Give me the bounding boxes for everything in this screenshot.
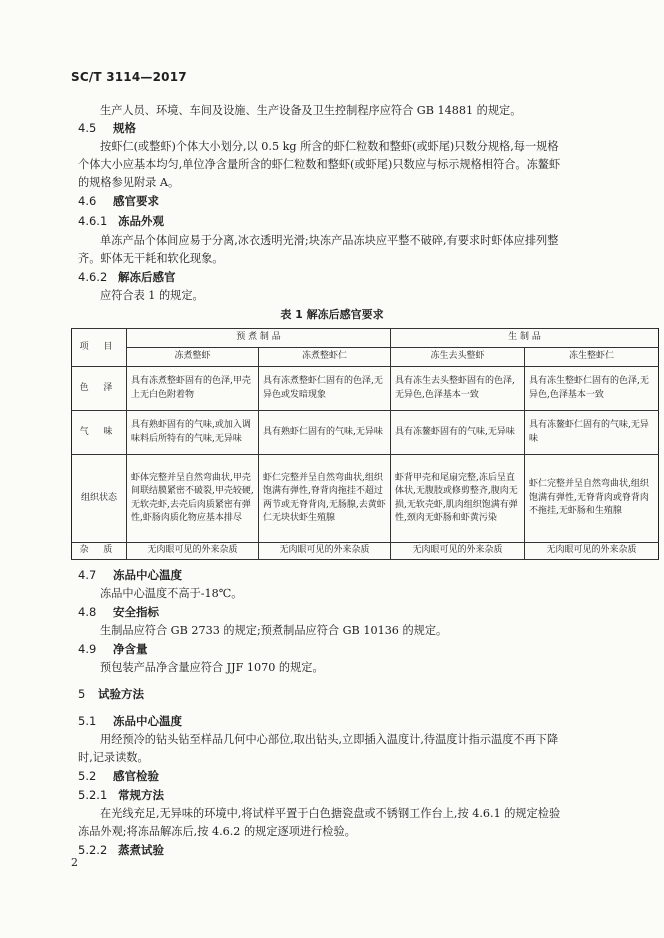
subheader-cell: 冻煮整虾仁 — [259, 348, 391, 367]
section-number: 4.6 — [78, 194, 97, 208]
table-cell: 无肉眼可见的外来杂质 — [259, 543, 391, 560]
section-number: 5 — [78, 687, 86, 701]
section-title: 感官检验 — [113, 769, 159, 783]
section-title: 解冻后感官 — [118, 270, 176, 284]
section-4-6-heading — [78, 193, 159, 209]
table-cell: 虾体完整并呈自然弯曲状,甲壳间联结膜紧密不破裂,甲壳较硬,无软壳虾,去壳后肉质紧密有弹性,虾肠肉质化物应基本排尽 — [127, 455, 259, 543]
table-cell: 无肉眼可见的外来杂质 — [391, 543, 525, 560]
paragraph-line: 用经预冷的钻头钻至样品几何中心部位,取出钻头,立即插入温度计,待温度计指示温度不再下降 — [100, 733, 559, 746]
section-number: 4.6.2 — [78, 270, 108, 284]
section-5-2-heading — [78, 768, 159, 784]
table-header-row — [72, 329, 659, 348]
section-5-2-2-heading — [78, 842, 164, 858]
table-cell: 具有冻鳌虾仁固有的气味,无异味 — [525, 411, 659, 455]
paragraph-line: 按虾仁(或整虾)个体大小划分,以 0.5 kg 所含的虾仁粒数和整虾(或虾尾)只数分规格,每一规格 — [100, 140, 559, 153]
table-cell: 虾仁完整并呈自然弯曲状,组织饱满有弹性,无脊背肉或脊背肉不拖挂,无虾肠和生殖腺 — [525, 455, 659, 543]
col-item-header: 项 目 — [72, 329, 127, 367]
paragraph-line: 应符合表 1 的规定。 — [100, 289, 204, 302]
section-title: 冻品外观 — [118, 214, 164, 228]
section-number: 4.7 — [78, 568, 97, 582]
section-5-heading — [78, 686, 144, 702]
paragraph-line: 在光线充足,无异味的环境中,将试样平置于白色搪瓷盘或不锈钢工作台上,按 4.6.1 的规定检验 — [100, 807, 561, 820]
paragraph-line: 齐。虾体无干耗和软化现象。 — [78, 252, 224, 265]
row-label: 杂 质 — [72, 543, 127, 560]
section-title: 常规方法 — [118, 788, 164, 802]
sensory-requirements-table — [71, 328, 659, 560]
section-number: 5.1 — [78, 714, 97, 728]
paragraph-line: 生制品应符合 GB 2733 的规定;预煮制品应符合 GB 10136 的规定。 — [100, 624, 448, 637]
section-title: 冻品中心温度 — [113, 714, 182, 728]
table-cell: 具有冻煮整虾固有的色泽,甲壳上无白色附着物 — [127, 367, 259, 411]
section-number: 5.2 — [78, 769, 97, 783]
row-label: 组织状态 — [72, 455, 127, 543]
paragraph-line: 冻品中心温度不高于-18℃。 — [100, 587, 243, 600]
subheader-cell: 冻煮整虾 — [127, 348, 259, 367]
table-cell: 具有冻鳌虾固有的气味,无异味 — [391, 411, 525, 455]
table-subheader-row — [72, 348, 659, 367]
paragraph-line: 个体大小应基本均匀,单位净含量所含的虾仁粒数和整虾(或虾尾)只数应与标示规格相符合。冻鳌虾 — [78, 158, 561, 171]
section-5-1-heading — [78, 713, 182, 729]
section-title: 净含量 — [113, 642, 148, 656]
table-row-odor — [72, 411, 659, 455]
section-4-8-heading — [78, 604, 159, 620]
section-number: 4.6.1 — [78, 214, 108, 228]
section-4-5-heading — [78, 120, 136, 136]
table-cell: 虾背甲壳和尾扇完整,冻后呈直体状,无腹肢或修剪整齐,腹肉无损,无软壳虾,肌肉组织饱满有弹性,颈肉无虾肠和虾黄污染 — [391, 455, 525, 543]
row-label: 色 泽 — [72, 367, 127, 411]
table-cell: 具有冻生去头整虾固有的色泽,无异色,色泽基本一致 — [391, 367, 525, 411]
section-number: 5.2.1 — [78, 788, 108, 802]
section-5-2-1-heading — [78, 787, 164, 803]
table-row-texture — [72, 455, 659, 543]
subheader-cell: 冻生去头整虾 — [391, 348, 525, 367]
paragraph-line: 的规格参见附录 A。 — [78, 176, 180, 189]
table-cell: 无肉眼可见的外来杂质 — [127, 543, 259, 560]
row-label: 气 味 — [72, 411, 127, 455]
table-cell: 具有熟虾仁固有的气味,无异味 — [259, 411, 391, 455]
subheader-cell: 冻生整虾仁 — [525, 348, 659, 367]
section-title: 感官要求 — [113, 194, 159, 208]
paragraph-line: 单冻产品个体间应易于分离,冰衣透明光滑;块冻产品冻块应平整不破碎,有要求时虾体应排列整 — [100, 234, 559, 247]
section-title: 蒸煮试验 — [118, 843, 164, 857]
standard-code: SC/T 3114—2017 — [71, 70, 187, 84]
page-number: 2 — [71, 856, 78, 869]
paragraph-line: 时,记录读数。 — [78, 751, 149, 764]
section-title: 试验方法 — [98, 687, 144, 701]
section-title: 安全指标 — [113, 605, 159, 619]
group-header-raw: 生 制 品 — [391, 329, 659, 348]
section-number: 4.9 — [78, 642, 97, 656]
table-cell: 具有冻生整虾仁固有的色泽,无异色,色泽基本一致 — [525, 367, 659, 411]
table-cell: 具有冻煮整虾仁固有的色泽,无异色或发暗现象 — [259, 367, 391, 411]
section-4-9-heading — [78, 641, 148, 657]
section-4-6-1-heading — [78, 213, 164, 229]
section-4-7-heading — [78, 567, 182, 583]
group-header-cooked: 预 煮 制 品 — [127, 329, 391, 348]
section-number: 4.8 — [78, 605, 97, 619]
table-caption: 表 1 解冻后感官要求 — [280, 308, 384, 321]
table-cell: 无肉眼可见的外来杂质 — [525, 543, 659, 560]
paragraph-line: 冻品外观;将冻品解冻后,按 4.6.2 的规定逐项进行检验。 — [78, 825, 356, 838]
table-row-color — [72, 367, 659, 411]
section-title: 冻品中心温度 — [113, 568, 182, 582]
paragraph-line: 预包装产品净含量应符合 JJF 1070 的规定。 — [100, 661, 324, 674]
intro-line: 生产人员、环境、车间及设施、生产设备及卫生控制程序应符合 GB 14881 的规定。 — [100, 104, 522, 117]
section-number: 5.2.2 — [78, 843, 108, 857]
section-number: 4.5 — [78, 121, 97, 135]
table-row-impurity — [72, 543, 659, 560]
table-cell: 虾仁完整并呈自然弯曲状,组织饱满有弹性,脊背肉拖挂不超过两节或无脊背肉,无肠腺,去黄虾仁无块状虾生殖腺 — [259, 455, 391, 543]
section-4-6-2-heading — [78, 269, 176, 285]
table-cell: 具有熟虾固有的气味,或加入调味料后所特有的气味,无异味 — [127, 411, 259, 455]
section-title: 规格 — [113, 121, 136, 135]
